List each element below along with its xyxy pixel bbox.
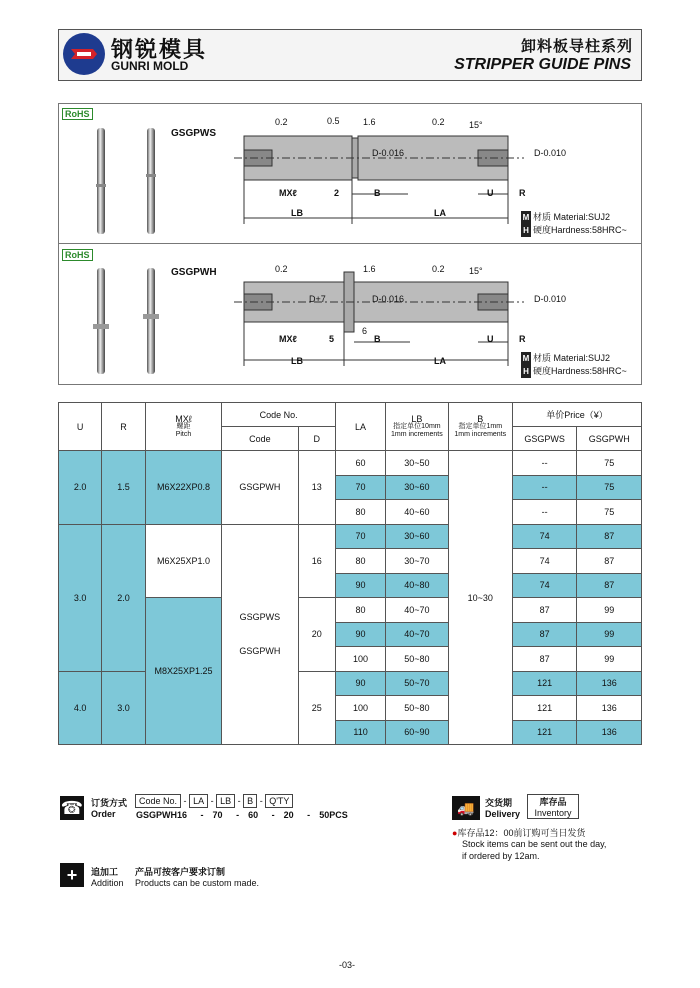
diameter-label: D-0.016 bbox=[372, 294, 405, 304]
dim-label: 2 bbox=[334, 188, 340, 198]
dim-label: LB bbox=[291, 208, 303, 218]
table-row: 70 30~60 -- 75 bbox=[59, 475, 642, 500]
material-note: M 材质 Material:SUJ2 H 硬度Hardness:58HRC~ bbox=[522, 353, 627, 376]
roughness-label: 0.2 bbox=[432, 264, 445, 274]
col-b: B 指定单位1mm 1mm increments bbox=[448, 403, 512, 451]
model-label-ws: GSGPWS bbox=[171, 128, 217, 139]
divider bbox=[59, 243, 641, 244]
order-example: GSGPWH16 - 70 - 60 - 20 - 50PCS bbox=[136, 810, 348, 820]
pin-photo-ws bbox=[79, 124, 169, 236]
table-row: 110 60~90 121 136 bbox=[59, 720, 642, 745]
addition-text-cn: 产品可按客户要求订制 bbox=[135, 867, 226, 877]
col-price: 单价Price（¥） bbox=[512, 403, 641, 427]
phone-icon: ☎ bbox=[60, 798, 84, 818]
technical-drawing-ws bbox=[234, 112, 534, 232]
roughness-label: 0.2 bbox=[432, 117, 445, 127]
dim-label: U bbox=[487, 188, 494, 198]
dim-label: U bbox=[487, 334, 494, 344]
dim-label: B bbox=[374, 188, 381, 198]
chamfer-label: 0.5 bbox=[327, 116, 340, 126]
roughness-label: 0.2 bbox=[275, 117, 288, 127]
angle-label: 15° bbox=[469, 266, 483, 276]
code-gsgpwh: GSGPWH bbox=[239, 646, 281, 657]
pin-photo-wh bbox=[79, 264, 169, 376]
delivery-note-en2: if ordered by 12am. bbox=[462, 851, 540, 861]
table-row: 90 40~70 87 99 bbox=[59, 622, 642, 647]
delivery-label-en: Delivery bbox=[485, 809, 521, 819]
diameter-label: D-0.010 bbox=[534, 148, 567, 158]
col-lb: LB 指定单位10mm 1mm increments bbox=[386, 403, 448, 451]
table-row: 100 50~80 87 99 bbox=[59, 647, 642, 672]
spec-table bbox=[58, 402, 642, 745]
delivery-note-en1: Stock items can be sent out the day, bbox=[462, 839, 607, 849]
diameter-label: D+7 bbox=[309, 294, 326, 304]
model-label-wh: GSGPWH bbox=[171, 267, 217, 278]
plus-icon: + bbox=[60, 863, 84, 887]
page-header bbox=[58, 29, 642, 81]
dim-label: LA bbox=[434, 356, 446, 366]
table-row: 2.0 1.5 M6X22XP0.8 GSGPWH 13 60 30~50 10~30 -- 75 bbox=[59, 451, 642, 476]
order-format: Code No. - LA - LB - B - Q'TY bbox=[135, 794, 293, 808]
delivery-label-cn: 交货期 bbox=[485, 798, 513, 808]
thread-label: MXℓ bbox=[279, 334, 297, 344]
table-row: 80 30~70 74 87 bbox=[59, 549, 642, 574]
table-row: 80 40~60 -- 75 bbox=[59, 500, 642, 525]
table-row: 3.0 2.0 M6X25XP1.0 GSGPWS GSGPWH 16 70 30~60 74 87 bbox=[59, 524, 642, 549]
col-u: U bbox=[59, 403, 102, 451]
dim-label: 6 bbox=[362, 326, 368, 336]
page-number: -03- bbox=[339, 960, 356, 970]
table-row: 100 50~80 121 136 bbox=[59, 696, 642, 721]
thread-label: MXℓ bbox=[279, 188, 297, 198]
diameter-label: D-0.010 bbox=[534, 294, 567, 304]
col-gsgpwh: GSGPWH bbox=[577, 427, 642, 451]
roughness-label: 1.6 bbox=[363, 264, 376, 274]
col-mx: MXℓ 螺距 Pitch bbox=[145, 403, 222, 451]
dim-label: R bbox=[519, 188, 526, 198]
inventory-box: 库存品 Inventory bbox=[527, 794, 579, 819]
logo-text-cn: 钢锐模具 bbox=[111, 38, 208, 63]
col-la: LA bbox=[335, 403, 385, 451]
drawing-panel bbox=[58, 103, 642, 385]
logo-text-en: GUNRI MOLD bbox=[111, 59, 189, 73]
addition-label-en: Addition bbox=[91, 878, 124, 888]
logo-icon bbox=[63, 33, 105, 75]
table-row: M8X25XP1.25 20 80 40~70 87 99 bbox=[59, 598, 642, 623]
delivery-note: ●库存品12：00前订购可当日发货 bbox=[452, 828, 586, 838]
order-label-en: Order bbox=[91, 809, 116, 819]
code-gsgpws: GSGPWS bbox=[239, 612, 281, 623]
col-code-no: Code No. bbox=[222, 403, 336, 427]
dim-label: LA bbox=[434, 208, 446, 218]
diameter-label: D-0.016 bbox=[372, 148, 405, 158]
addition-text-en: Products can be custom made. bbox=[135, 878, 260, 888]
roughness-label: 1.6 bbox=[363, 117, 376, 127]
page-title-cn: 卸料板导柱系列 bbox=[520, 37, 633, 55]
order-label-cn: 订货方式 bbox=[91, 798, 128, 808]
col-r: R bbox=[102, 403, 145, 451]
truck-icon: 🚚 bbox=[452, 796, 480, 820]
roughness-label: 0.2 bbox=[275, 264, 288, 274]
col-code: Code bbox=[222, 427, 298, 451]
table-row: 90 40~80 74 87 bbox=[59, 573, 642, 598]
material-note: M 材质 Material:SUJ2 H 硬度Hardness:58HRC~ bbox=[522, 212, 627, 235]
angle-label: 15° bbox=[469, 120, 483, 130]
table-row: 4.0 3.0 25 90 50~70 121 136 bbox=[59, 671, 642, 696]
addition-label-cn: 追加工 bbox=[91, 867, 119, 877]
dim-label: B bbox=[374, 334, 381, 344]
rohs-badge: RoHS bbox=[62, 249, 93, 261]
dim-label: LB bbox=[291, 356, 303, 366]
page-title-en: STRIPPER GUIDE PINS bbox=[454, 56, 631, 73]
dim-label: R bbox=[519, 334, 526, 344]
col-gsgpws: GSGPWS bbox=[512, 427, 576, 451]
rohs-badge: RoHS bbox=[62, 108, 93, 120]
col-d: D bbox=[298, 427, 335, 451]
dim-label: 5 bbox=[329, 334, 335, 344]
